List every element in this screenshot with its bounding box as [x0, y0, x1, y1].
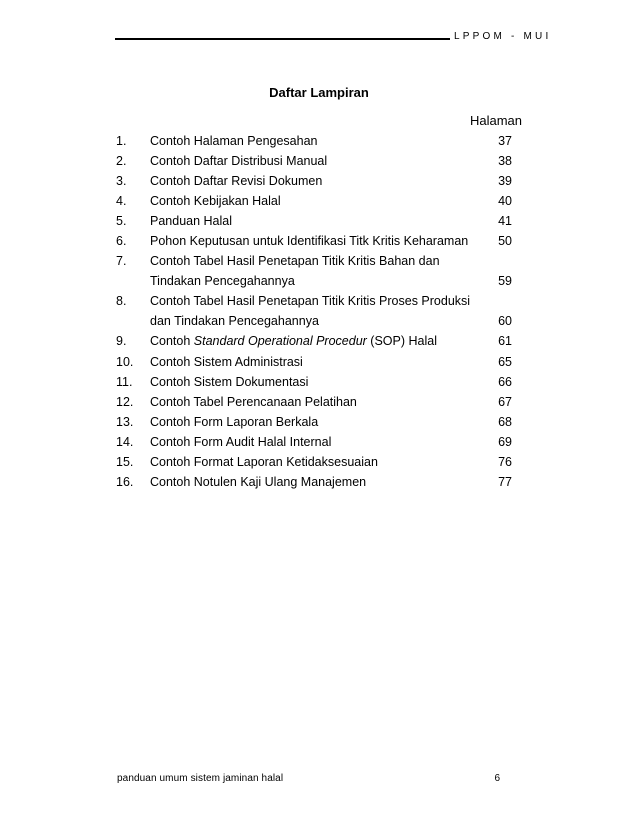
item-title: Contoh Halaman Pengesahan [150, 134, 318, 148]
item-page: 60 [498, 314, 512, 328]
item-page: 59 [498, 274, 512, 288]
item-title: Contoh Tabel Perencanaan Pelatihan [150, 395, 357, 409]
item-number: 15. [116, 455, 134, 469]
item-number: 7. [116, 254, 127, 268]
item-title-continuation: Tindakan Pencegahannya [150, 274, 295, 288]
item-number: 4. [116, 194, 127, 208]
item-number: 9. [116, 334, 127, 348]
item-title [150, 333, 480, 349]
item-title: Contoh Form Audit Halal Internal [150, 435, 332, 449]
page-column-label: Halaman [469, 113, 522, 128]
item-page: 41 [498, 214, 512, 228]
item-title-continuation: dan Tindakan Pencegahannya [150, 314, 319, 328]
item-number: 16. [116, 475, 134, 489]
item-title: Contoh Sistem Dokumentasi [150, 375, 309, 389]
item-title: Contoh Form Laporan Berkala [150, 415, 319, 429]
item-title-emphasis: Standard Operational Procedur [193, 334, 367, 348]
item-page: 39 [498, 174, 512, 188]
item-number: 14. [116, 435, 134, 449]
footer-page-number: 6 [494, 773, 500, 784]
item-page: 37 [498, 134, 512, 148]
item-page: 67 [498, 395, 512, 409]
item-page: 76 [498, 455, 512, 469]
item-page: 65 [498, 355, 512, 369]
item-title: Contoh Sistem Administrasi [150, 355, 303, 369]
item-number: 1. [116, 134, 127, 148]
item-page: 50 [498, 234, 512, 248]
item-number: 2. [116, 154, 127, 168]
item-page: 77 [498, 475, 512, 489]
item-page: 68 [498, 415, 512, 429]
item-title: Panduan Halal [150, 214, 233, 228]
item-number: 5. [116, 214, 127, 228]
item-title: Contoh Format Laporan Ketidaksesuaian [150, 455, 378, 469]
item-title: Contoh Notulen Kaji Ulang Manajemen [150, 475, 367, 489]
item-title: Pohon Keputusan untuk Identifikasi Titk Kritis Keharaman [150, 234, 469, 248]
item-number: 6. [116, 234, 127, 248]
item-number: 8. [116, 294, 127, 308]
item-number: 3. [116, 174, 127, 188]
item-page: 66 [498, 375, 512, 389]
item-page: 38 [498, 154, 512, 168]
item-number: 13. [116, 415, 134, 429]
item-number: 12. [116, 395, 134, 409]
item-title-prefix: Contoh [150, 334, 194, 348]
item-title-line: Contoh Tabel Hasil Penetapan Titik Kritis Bahan dan [150, 254, 440, 268]
item-title: Contoh Daftar Distribusi Manual [150, 154, 328, 168]
item-number: 11. [116, 375, 133, 389]
item-title [150, 293, 480, 329]
footer-text: panduan umum sistem jaminan halal [117, 773, 284, 784]
page-title: Daftar Lampiran [269, 85, 369, 100]
header-org: LPPOM - MUI [454, 31, 552, 42]
item-title: Contoh Daftar Revisi Dokumen [150, 174, 323, 188]
header-rule [115, 38, 450, 40]
item-page: 61 [498, 334, 512, 348]
item-number: 10. [116, 355, 134, 369]
item-page: 40 [498, 194, 512, 208]
item-title-suffix: (SOP) Halal [366, 334, 437, 348]
item-title-line: Contoh Tabel Hasil Penetapan Titik Kritis Proses Produksi [150, 294, 471, 308]
item-title [150, 253, 480, 289]
item-page: 69 [498, 435, 512, 449]
item-title: Contoh Kebijakan Halal [150, 194, 281, 208]
